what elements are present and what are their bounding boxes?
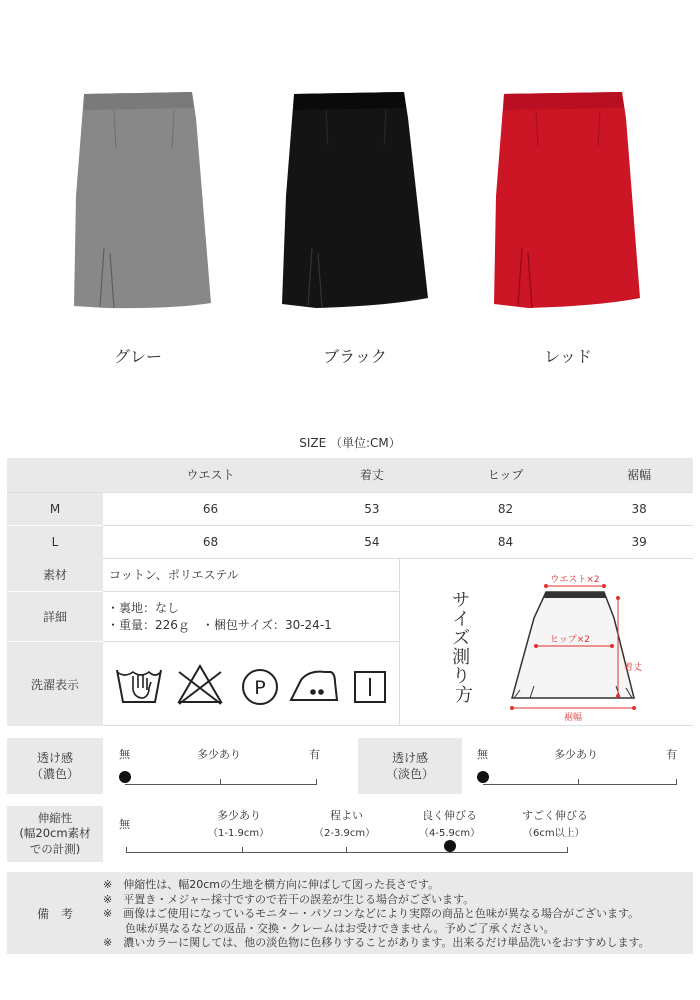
header-length: 着丈 bbox=[318, 458, 426, 492]
transparency-dark-tick bbox=[220, 779, 221, 785]
transparency-light-scale-line bbox=[483, 784, 677, 785]
care-icons bbox=[103, 642, 399, 726]
diagram-title-char: サ bbox=[452, 590, 471, 611]
diagram-title-char: り bbox=[452, 666, 471, 687]
table-row bbox=[7, 492, 693, 525]
table-cell: 39 bbox=[585, 525, 693, 558]
diagram-label-length: 着丈 bbox=[624, 663, 643, 673]
size-table bbox=[7, 458, 693, 559]
note-line: ※ 平置き・メジャー採寸ですので若干の誤差が生じる場合がございます。 bbox=[103, 892, 475, 906]
header-blank bbox=[7, 458, 103, 492]
note-line: ※ 伸縮性は、幅20cmの生地を横方向に伸ばして図った長さです。 bbox=[103, 878, 440, 891]
color-label-black: ブラック bbox=[323, 347, 387, 366]
table-cell: 84 bbox=[426, 525, 586, 558]
notes-body bbox=[103, 878, 693, 951]
transparency-light-label-line1: 透け感 bbox=[391, 750, 428, 765]
header-hip: ヒップ bbox=[426, 458, 586, 492]
no-bleach-icon bbox=[179, 666, 221, 704]
stretch-scale-very: すごく伸びる bbox=[522, 809, 588, 822]
transparency-light-label-line2: （淡色） bbox=[385, 767, 434, 781]
care-label: 洗濯表示 bbox=[7, 642, 103, 726]
transparency-dark-scale-line bbox=[125, 784, 317, 785]
stretch-marker bbox=[444, 840, 456, 852]
product-image-red bbox=[488, 88, 648, 318]
hand-wash-icon bbox=[117, 670, 161, 702]
transparency-dark-tick bbox=[316, 779, 317, 785]
diagram-title-char: 方 bbox=[455, 685, 473, 706]
stretch-tick bbox=[242, 847, 243, 853]
diagram-title-char: 測 bbox=[452, 647, 471, 668]
material-label: 素材 bbox=[7, 558, 103, 592]
notes-section bbox=[7, 872, 693, 954]
color-label-gray: グレー bbox=[113, 347, 162, 366]
diagram-label-waist: ウエスト×2 bbox=[550, 575, 600, 585]
dry-clean-p-icon bbox=[243, 670, 277, 704]
detail-line: ・裏地：なし bbox=[107, 601, 180, 615]
detail-line: ・重量：226ｇ ・梱包サイズ：30-24-1 bbox=[107, 618, 332, 632]
table-cell: 68 bbox=[103, 525, 318, 558]
stretch-tick bbox=[346, 847, 347, 853]
stretch-scale-very-sub: （6cm以上） bbox=[523, 828, 585, 839]
stretch-label bbox=[7, 806, 103, 862]
transparency-light-tick bbox=[578, 779, 579, 785]
stretch-scale-good: 良く伸びる bbox=[422, 809, 477, 822]
transparency-dark-marker bbox=[119, 771, 131, 783]
stretch-scale-none: 無 bbox=[119, 818, 130, 831]
svg-text:P: P bbox=[254, 677, 266, 699]
table-cell: 82 bbox=[426, 492, 586, 525]
line-dry-icon bbox=[355, 672, 385, 702]
stretch-tick bbox=[567, 847, 568, 853]
transparency-dark-label-line2: （濃色） bbox=[30, 767, 79, 781]
stretch-scale-line bbox=[126, 852, 568, 853]
transparency-dark-scale-none: 無 bbox=[119, 748, 130, 761]
stretch-tick bbox=[126, 847, 127, 853]
color-label-red: レッド bbox=[544, 347, 592, 366]
stretch-scale-some-sub: （1-1.9cm） bbox=[208, 828, 270, 839]
iron-low-icon bbox=[291, 672, 337, 700]
diagram-title bbox=[452, 590, 476, 706]
diagram-title-char: イ bbox=[452, 609, 471, 630]
diagram-label-hem: 裾幅 bbox=[563, 713, 583, 723]
table-cell: 66 bbox=[103, 492, 318, 525]
product-info bbox=[7, 558, 693, 726]
transparency-dark-label-line1: 透け感 bbox=[36, 750, 73, 765]
note-line: 色味が異なるなどの返品・交換・クレームはお受けできません。予めご了承ください。 bbox=[103, 921, 555, 935]
table-cell: 54 bbox=[318, 525, 426, 558]
stretch-label-line3: での計測) bbox=[29, 841, 81, 856]
product-image-gray bbox=[66, 88, 226, 318]
stretch-scale-moderate-sub: （2-3.9cm） bbox=[314, 828, 376, 839]
transparency-light-label bbox=[358, 738, 462, 794]
diagram-title-char: ズ bbox=[452, 628, 471, 649]
stretch-scale-good-sub: （4-5.9cm） bbox=[419, 828, 481, 839]
header-hem: 裾幅 bbox=[585, 458, 693, 492]
header-waist: ウエスト bbox=[103, 458, 318, 492]
table-cell: 38 bbox=[585, 492, 693, 525]
transparency-dark-label bbox=[7, 738, 103, 794]
size-table-header bbox=[7, 458, 693, 492]
transparency-light-tick bbox=[676, 779, 677, 785]
size-title: SIZE （単位:CM） bbox=[299, 436, 401, 450]
stretch-label-line1: 伸縮性 bbox=[37, 810, 73, 825]
table-cell: 53 bbox=[318, 492, 426, 525]
transparency-light-scale-yes: 有 bbox=[666, 748, 677, 761]
material-value: コットン、ポリエステル bbox=[103, 558, 399, 592]
note-line: ※ 画像はご使用になっているモニター・パソコンなどにより実際の商品と色味が異なる場合がございます。 bbox=[103, 907, 640, 920]
transparency-dark-scale-yes: 有 bbox=[309, 748, 320, 761]
notes-label: 備 考 bbox=[36, 906, 73, 921]
note-line: ※ 濃いカラーに関しては、他の淡色物に色移りすることがあります。出来るだけ単品洗いをおすすめします。 bbox=[103, 936, 650, 949]
stretch-label-line2: (幅20cm素材 bbox=[19, 826, 91, 841]
product-image-black bbox=[276, 88, 436, 318]
transparency-light-scale-none: 無 bbox=[477, 748, 488, 761]
detail-label: 詳細 bbox=[7, 592, 103, 642]
measurement-diagram bbox=[399, 558, 693, 726]
table-row bbox=[7, 525, 693, 558]
transparency-light-scale-some: 多少あり bbox=[554, 748, 598, 761]
size-label: L bbox=[7, 525, 103, 558]
diagram-label-hip: ヒップ×2 bbox=[550, 635, 590, 645]
detail-value bbox=[103, 592, 399, 642]
stretch-scale-moderate: 程よい bbox=[330, 809, 363, 822]
transparency-dark-scale-some: 多少あり bbox=[197, 748, 241, 761]
skirt-outline bbox=[512, 592, 634, 698]
size-label: M bbox=[7, 492, 103, 525]
transparency-light-marker bbox=[477, 771, 489, 783]
stretch-scale-some: 多少あり bbox=[217, 809, 261, 822]
